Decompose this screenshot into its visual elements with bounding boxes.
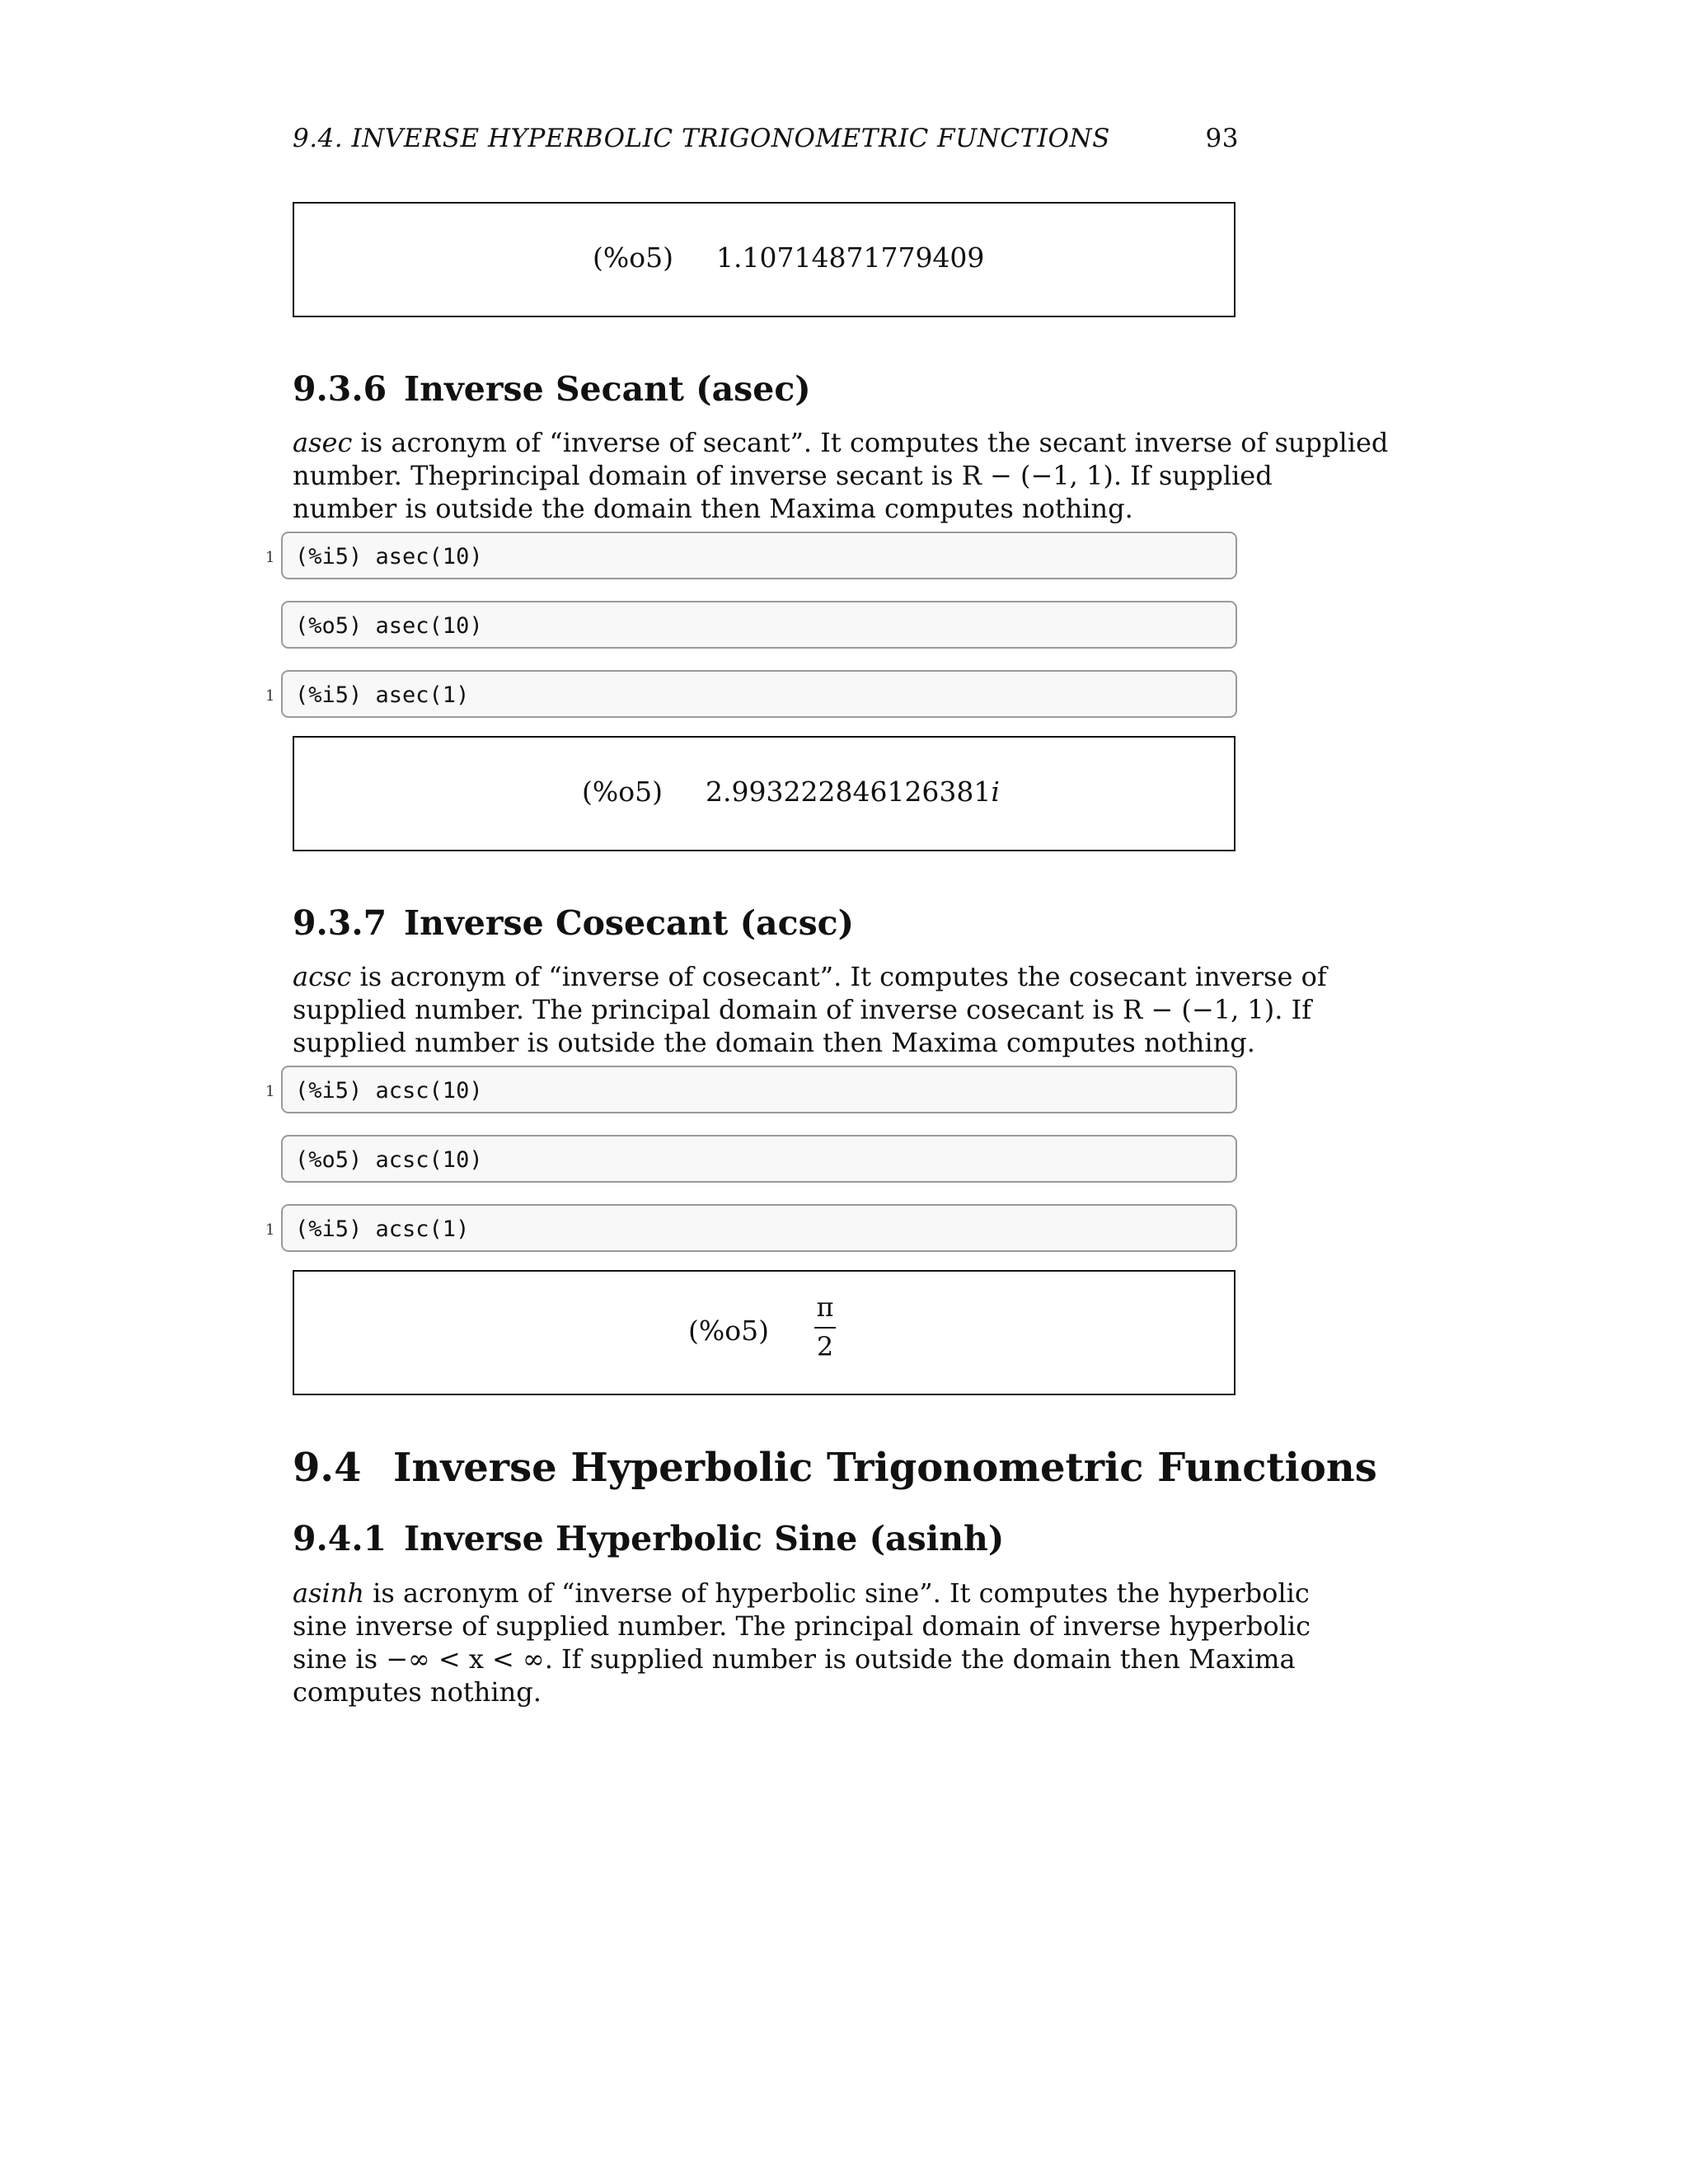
paragraph-text: is acronym of “inverse of cosecant”. It computes the cosecant inverse of [351,961,1327,992]
section-title: Inverse Cosecant (acsc) [404,903,855,943]
output-label: (%o5) [593,241,673,274]
output-cell[interactable]: (%o5) asec(10) [281,601,1237,649]
section-number: 9.3.6 [293,369,387,409]
output-box-acsc [293,1270,1236,1395]
fraction-denominator: 2 [816,1331,834,1362]
paragraph-line: sine inverse of supplied number. The principal domain of inverse hyperbolic [293,1610,1311,1642]
output-label: (%o5) [688,1315,769,1347]
term-asec: asec [293,427,353,458]
output-label: (%o5) [582,776,663,808]
paragraph-acsc [293,960,1327,1059]
paragraph-text: is acronym of “inverse of hyperbolic sine”. It computes the hyperbolic [363,1577,1310,1609]
output-value: 1.10714871779409 [716,241,985,274]
fraction-numerator: π [816,1291,834,1323]
paragraph-line [293,426,1389,459]
section-number: 9.3.7 [293,903,387,943]
term-asinh: asinh [293,1577,364,1609]
cell-line-number: 1 [265,687,275,705]
output-number: 2.993222846126381 [706,776,992,808]
paragraph-line: computes nothing. [293,1676,542,1708]
fraction-bar [814,1327,836,1329]
section-heading-asec [293,369,811,409]
paragraph-line: supplied number. The principal domain of inverse cosecant is R − (−1, 1). If [293,994,1312,1025]
section-heading-asinh [293,1519,1004,1558]
section-number: 9.4.1 [293,1519,387,1558]
paragraph-line: sine is −∞ < x < ∞. If supplied number is outside the domain then Maxima [293,1643,1296,1675]
section-heading-acsc [293,903,854,943]
input-cell[interactable]: (%i5) asec(1) [281,670,1237,718]
paragraph-asec [293,426,1389,525]
input-cell[interactable]: (%i5) acsc(10) [281,1066,1237,1113]
imaginary-unit: i [991,776,1000,808]
fraction [813,1288,837,1367]
input-cell[interactable]: (%i5) asec(10) [281,532,1237,579]
section-title: Inverse Secant (asec) [404,369,811,409]
output-value [706,776,1000,808]
output-box-top [293,202,1236,317]
section-number: 9.4 [293,1445,362,1491]
section-heading-inverse-hyperbolic [293,1445,1377,1491]
paragraph-text: is acronym of “inverse of secant”. It computes the secant inverse of supplied [352,427,1389,458]
paragraph-line: supplied number is outside the domain then Maxima computes nothing. [293,1027,1255,1058]
paragraph-line: number is outside the domain then Maxima computes nothing. [293,493,1133,524]
cell-line-number: 1 [265,1221,275,1239]
paragraph-line [293,1577,1310,1610]
running-title: 9.4. INVERSE HYPERBOLIC TRIGONOMETRIC FUNCTIONS [293,124,1110,153]
running-header [293,124,1239,165]
page-number: 93 [1205,124,1239,153]
cell-line-number: 1 [265,549,275,566]
term-acsc: acsc [293,961,352,992]
output-box-asec [293,736,1236,851]
section-title: Inverse Hyperbolic Sine (asinh) [404,1519,1005,1558]
cell-line-number: 1 [265,1083,275,1100]
input-cell[interactable]: (%i5) acsc(1) [281,1204,1237,1252]
paragraph-line: number. Theprincipal domain of inverse secant is R − (−1, 1). If supplied [293,460,1273,491]
paragraph-line [293,960,1327,993]
section-title: Inverse Hyperbolic Trigonometric Functions [393,1445,1377,1491]
output-cell[interactable]: (%o5) acsc(10) [281,1135,1237,1183]
paragraph-asinh [293,1577,1311,1708]
